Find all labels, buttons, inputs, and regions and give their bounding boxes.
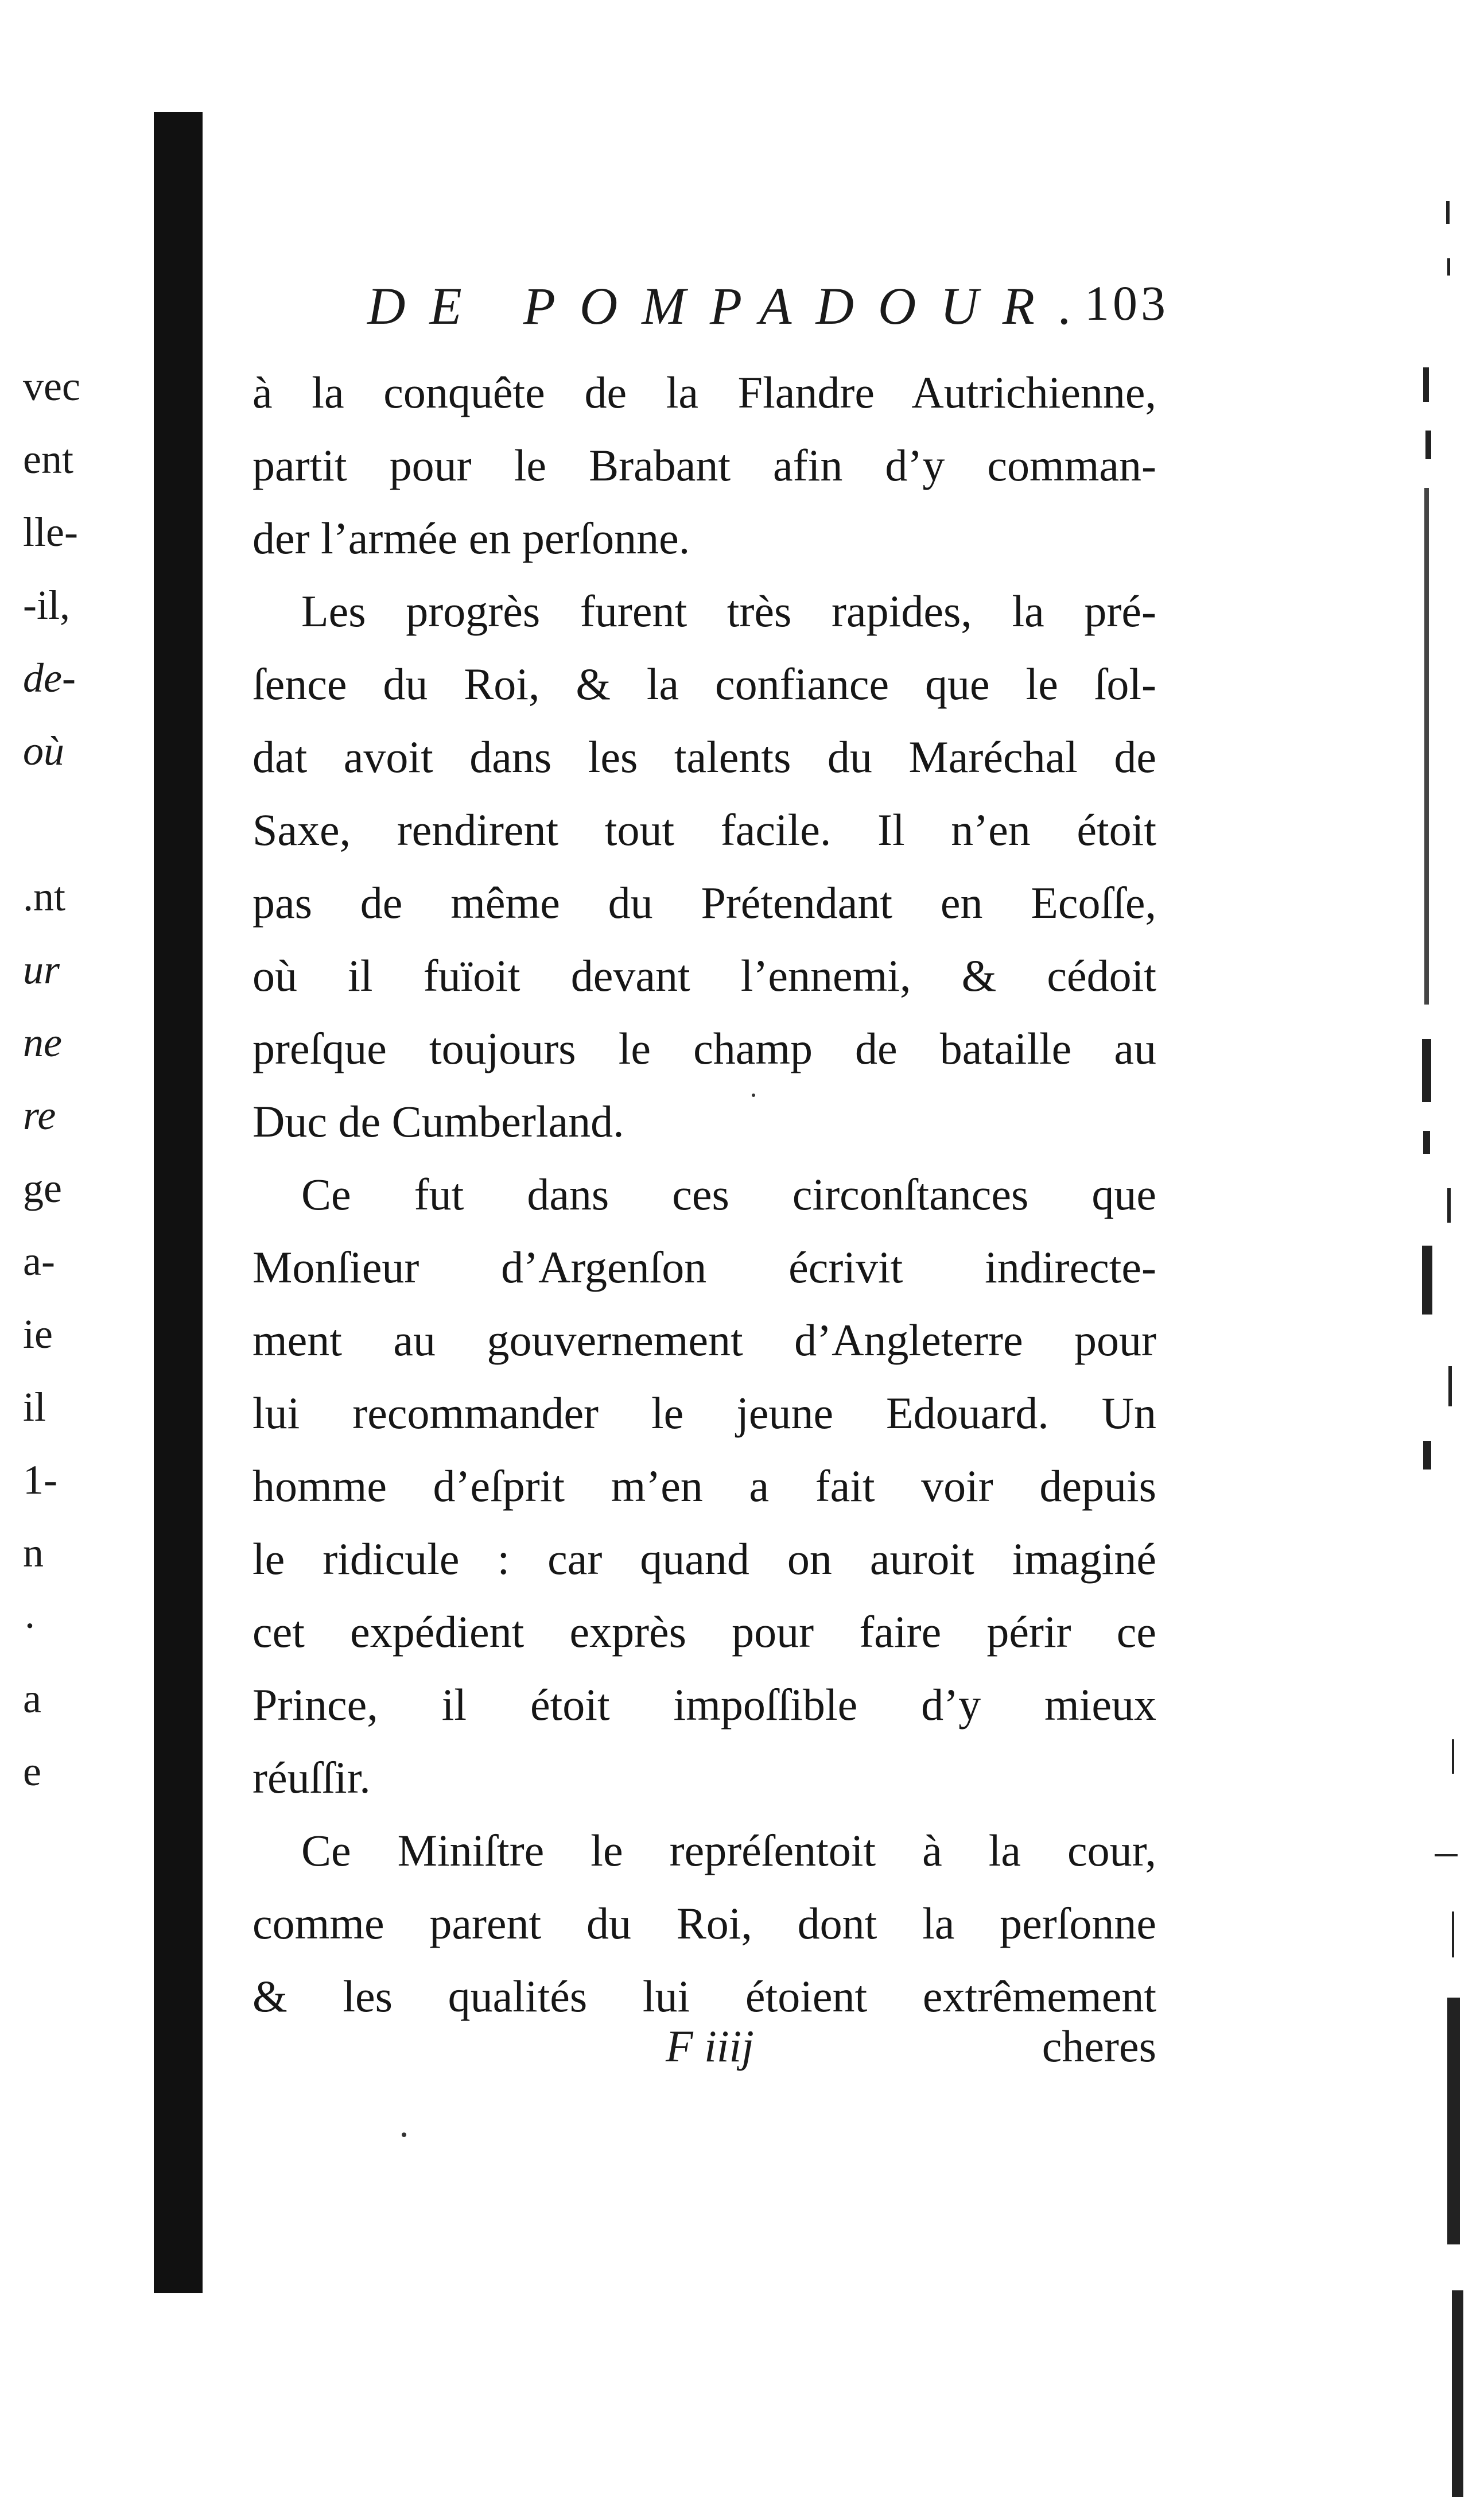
facing-page-fragment: de- (23, 655, 76, 701)
facing-page-fragment: où (23, 728, 64, 774)
text-line: où il fuïoit devant l’ennemi, & cédoit (252, 951, 1156, 1001)
facing-page-fragment: a- (23, 1238, 55, 1284)
text-line: Monſieur d’Argenſon écrivit indirecte- (252, 1242, 1156, 1292)
text-line: à la conquête de la Flandre Autrichienne, (252, 367, 1156, 417)
facing-page-fragment: .nt (23, 874, 66, 920)
facing-page-fragment: -il, (23, 582, 70, 628)
text-line: ment au gouvernement d’Angleterre pour (252, 1315, 1156, 1365)
facing-page-fragment: ge (23, 1165, 62, 1211)
facing-page-fragment: ne (23, 1019, 62, 1065)
facing-page-fragment: 1- (23, 1457, 57, 1503)
paragraph (252, 575, 1156, 1158)
paragraph (252, 1158, 1156, 1814)
facing-page-fragment: ur (23, 947, 60, 992)
paragraph (252, 356, 1156, 575)
text-line: le ridicule : car quand on auroit imaginé (252, 1534, 1156, 1584)
text-line: der l’armée en perſonne. (252, 513, 690, 563)
facing-page-fragment: e (23, 1748, 41, 1794)
text-line: preſque toujours le champ de bataille au (252, 1023, 1156, 1073)
ink-speck (402, 2132, 406, 2137)
text-line: dat avoit dans les talents du Maréchal de (252, 732, 1156, 782)
body-text (252, 356, 1156, 2033)
text-line: Prince, il étoit impoſſible d’y mieux (252, 1680, 1156, 1730)
text-line: partit pour le Brabant afin d’y comman- (252, 440, 1156, 490)
text-line: Duc de Cumberland. (252, 1096, 624, 1146)
ink-speck (752, 1094, 755, 1097)
facing-page-fragment: a (23, 1676, 41, 1721)
facing-page-fragments (23, 350, 143, 1808)
text-line: Ce fut dans ces circonſtances que (301, 1169, 1156, 1219)
facing-page-fragment: ent (23, 436, 73, 482)
text-line: Saxe, rendirent tout facile. Il n’en étoit (252, 805, 1156, 855)
text-line: homme d’eſprit m’en a fait voir depuis (252, 1461, 1156, 1511)
running-head-title: DE POMPADOUR. (367, 277, 1096, 335)
text-line: Ce Miniſtre le repréſentoit à la cour, (301, 1825, 1156, 1875)
text-line: cet expédient exprès pour faire périr ce (252, 1607, 1156, 1657)
facing-page-fragment: il (23, 1384, 46, 1430)
text-line: pas de même du Prétendant en Ecoſſe, (252, 878, 1156, 928)
text-line: Les progrès furent très rapides, la pré- (301, 586, 1156, 636)
catchword: cheres (1042, 2021, 1156, 2071)
page-footer (252, 2021, 1156, 2084)
text-line: comme parent du Roi, dont la perſonne (252, 1898, 1156, 1948)
next-page-edge (1400, 189, 1469, 2313)
facing-page-fragment: n (23, 1530, 44, 1576)
facing-page-fragment: re (23, 1092, 56, 1138)
paragraph (252, 1814, 1156, 2033)
text-line: ſence du Roi, & la confiance que le ſol- (252, 659, 1156, 709)
page-number: 103 (1085, 276, 1169, 331)
text-line: & les qualités lui étoient extrêmement (252, 1971, 1156, 2021)
facing-page-fragment: lle- (23, 509, 78, 555)
facing-page-fragment (23, 788, 143, 860)
gutter-shadow (154, 112, 203, 2293)
facing-page-fragment: vec (23, 363, 80, 409)
signature-mark: F iiij (666, 2021, 754, 2071)
facing-page-fragment: ie (23, 1311, 53, 1357)
text-line: réuſſir. (252, 1752, 371, 1802)
facing-page-fragment: · (23, 1603, 37, 1649)
text-line: lui recommander le jeune Edouard. Un (252, 1388, 1156, 1438)
